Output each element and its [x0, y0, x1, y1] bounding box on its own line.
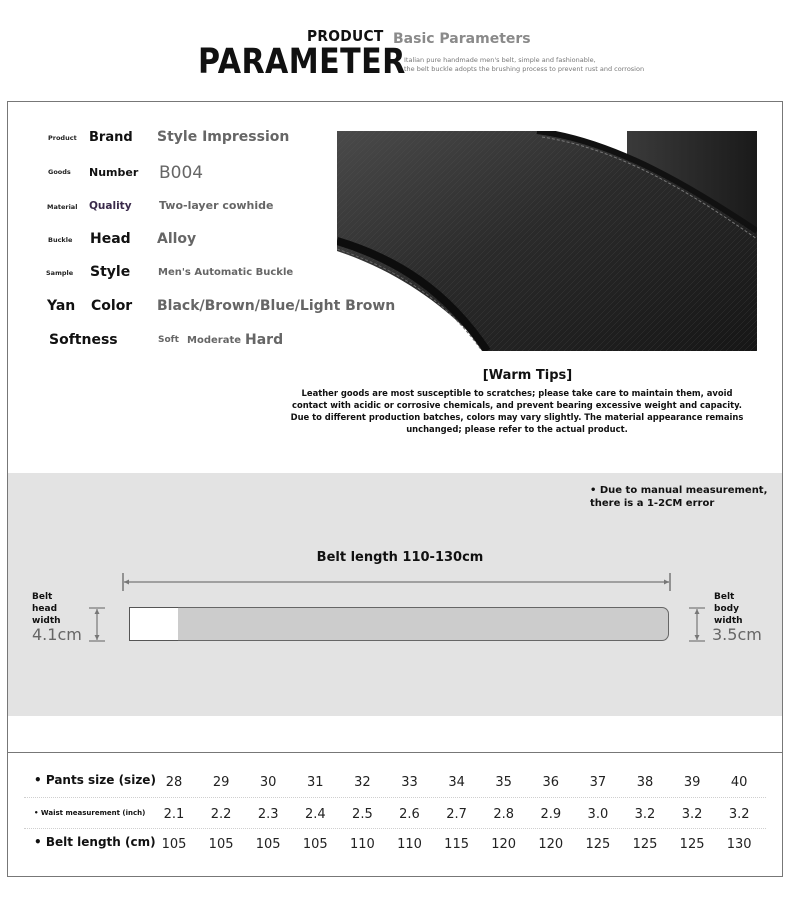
table-cell: 28: [165, 775, 183, 790]
param-prefix: Goods: [48, 168, 71, 176]
measurement-note-line-1: • Due to manual measurement,: [590, 485, 768, 496]
table-cell: 2.4: [304, 807, 326, 822]
param-prefix: Yan: [47, 298, 76, 314]
softness-option-hard-selected: Hard: [245, 332, 284, 348]
table-cell: 33: [401, 775, 418, 790]
param-value: Men's Automatic Buckle: [158, 267, 294, 278]
table-cell: 2.7: [446, 807, 467, 822]
table-cell: 34: [448, 775, 465, 790]
belt-body-width-label-line: Belt: [714, 592, 735, 602]
warm-tips-line-1: Leather goods are most susceptible to scratches; please take care to maintain them, avoid: [301, 388, 733, 398]
table-divider: [24, 797, 766, 798]
header-product-word: PRODUCT: [307, 27, 384, 45]
row-label: • Waist measurement (inch): [34, 809, 146, 817]
belt-body-width-value: 3.5cm: [712, 625, 762, 644]
param-value: Two-layer cowhide: [159, 199, 274, 212]
table-cell: 35: [495, 775, 512, 790]
param-value: Style Impression: [157, 129, 290, 145]
table-cell: 125: [585, 837, 611, 852]
table-cell: 2.2: [210, 807, 232, 822]
param-value: B004: [159, 163, 204, 183]
table-cell: 125: [679, 837, 705, 852]
header-parameter-word: PARAMETER: [198, 42, 406, 82]
table-cell: 31: [307, 775, 324, 790]
table-cell: 32: [354, 775, 371, 790]
table-cell: 3.2: [728, 807, 750, 822]
table-cell: 105: [255, 837, 281, 852]
table-cell: 3.2: [681, 807, 703, 822]
param-prefix: Material: [47, 203, 78, 211]
param-prefix: Sample: [46, 269, 74, 277]
table-cell: 2.5: [352, 807, 373, 822]
table-cell: 2.3: [257, 807, 279, 822]
warm-tips-line-4: unchanged; please refer to the actual product.: [406, 424, 628, 434]
head-width-arrow-icon: [87, 606, 107, 644]
header-subtitle: Basic Parameters: [393, 31, 531, 47]
belt-head-width-label: [32, 591, 61, 627]
softness-option-moderate: Moderate: [187, 335, 242, 346]
table-cell: 40: [730, 775, 748, 790]
measurement-note-line-2: there is a 1-2CM error: [590, 498, 715, 509]
param-key: Color: [91, 298, 133, 314]
table-cell: 2.9: [540, 807, 562, 822]
param-key: Style: [90, 264, 131, 280]
body-width-arrow-icon: [687, 606, 707, 644]
table-cell: 29: [212, 775, 230, 790]
table-cell: 120: [538, 837, 564, 852]
leather-belt-closeup-icon: [337, 131, 757, 351]
param-value: Alloy: [157, 231, 197, 247]
belt-length-label: Belt length 110-130cm: [316, 550, 484, 565]
table-cell: 39: [683, 775, 701, 790]
param-key: Brand: [89, 130, 133, 145]
table-cell: 130: [726, 837, 752, 852]
belt-head-width-label-line: Belt: [32, 592, 53, 602]
belt-length-arrow-icon: [118, 570, 678, 594]
warm-tips-line-2: contact with acidic or corrosive chemicals, and prevent bearing excessive weight and capacity.: [292, 400, 742, 410]
belt-buckle-head: [129, 607, 179, 641]
belt-head-width-label-line: head: [32, 604, 58, 614]
warm-tips-line-3: Due to different production batches, colors may vary slightly. The material appearance remains: [290, 412, 744, 422]
leather-belt-closeup-image: [337, 131, 757, 351]
warm-tips-title: [Warm Tips]: [482, 368, 573, 383]
table-cell: 110: [349, 837, 375, 852]
measurement-note: [590, 484, 767, 510]
belt-body: [178, 607, 669, 641]
table-row-belt-length: [24, 834, 766, 864]
table-cell: 3.0: [587, 807, 609, 822]
softness-option-soft: Soft: [158, 335, 179, 345]
param-prefix: Buckle: [48, 236, 73, 244]
param-key: Softness: [49, 332, 118, 348]
table-divider: [24, 828, 766, 829]
table-cell: 115: [444, 837, 469, 852]
param-key: Quality: [89, 200, 132, 212]
table-cell: 105: [161, 837, 187, 852]
header-description-line-1: Italian pure handmade men's belt, simple and fashionable,: [404, 56, 596, 64]
param-key: Number: [89, 166, 139, 179]
table-cell: 105: [208, 837, 234, 852]
table-cell: 110: [397, 837, 422, 852]
row-label: • Belt length (cm): [34, 835, 156, 849]
table-cell: 37: [589, 775, 607, 790]
header-description: [404, 56, 644, 74]
table-cell: 125: [632, 837, 658, 852]
table-cell: 36: [542, 775, 560, 790]
table-cell: 2.1: [163, 807, 185, 822]
belt-head-width-value: 4.1cm: [32, 625, 82, 644]
table-cell: 2.6: [399, 807, 420, 822]
table-cell: 105: [302, 837, 328, 852]
param-prefix: Product: [48, 134, 77, 142]
param-key: Head: [90, 231, 131, 247]
row-label: • Pants size (size): [34, 773, 156, 787]
belt-head-width-label-line: width: [32, 616, 61, 626]
param-value: Black/Brown/Blue/Light Brown: [157, 298, 396, 314]
belt-body-width-label-line: width: [714, 616, 743, 626]
table-row-waist: [24, 805, 766, 835]
table-cell: 38: [636, 775, 654, 790]
belt-body-width-label-line: body: [714, 604, 739, 614]
belt-body-width-label: [714, 591, 743, 627]
table-cell: 120: [491, 837, 517, 852]
header-description-line-2: the belt buckle adopts the brushing process to prevent rust and corrosion: [404, 65, 645, 73]
warm-tips-body: [282, 387, 752, 435]
table-cell: 2.8: [493, 807, 515, 822]
table-cell: 30: [259, 775, 277, 790]
section-divider: [7, 752, 783, 753]
table-cell: 3.2: [634, 807, 656, 822]
